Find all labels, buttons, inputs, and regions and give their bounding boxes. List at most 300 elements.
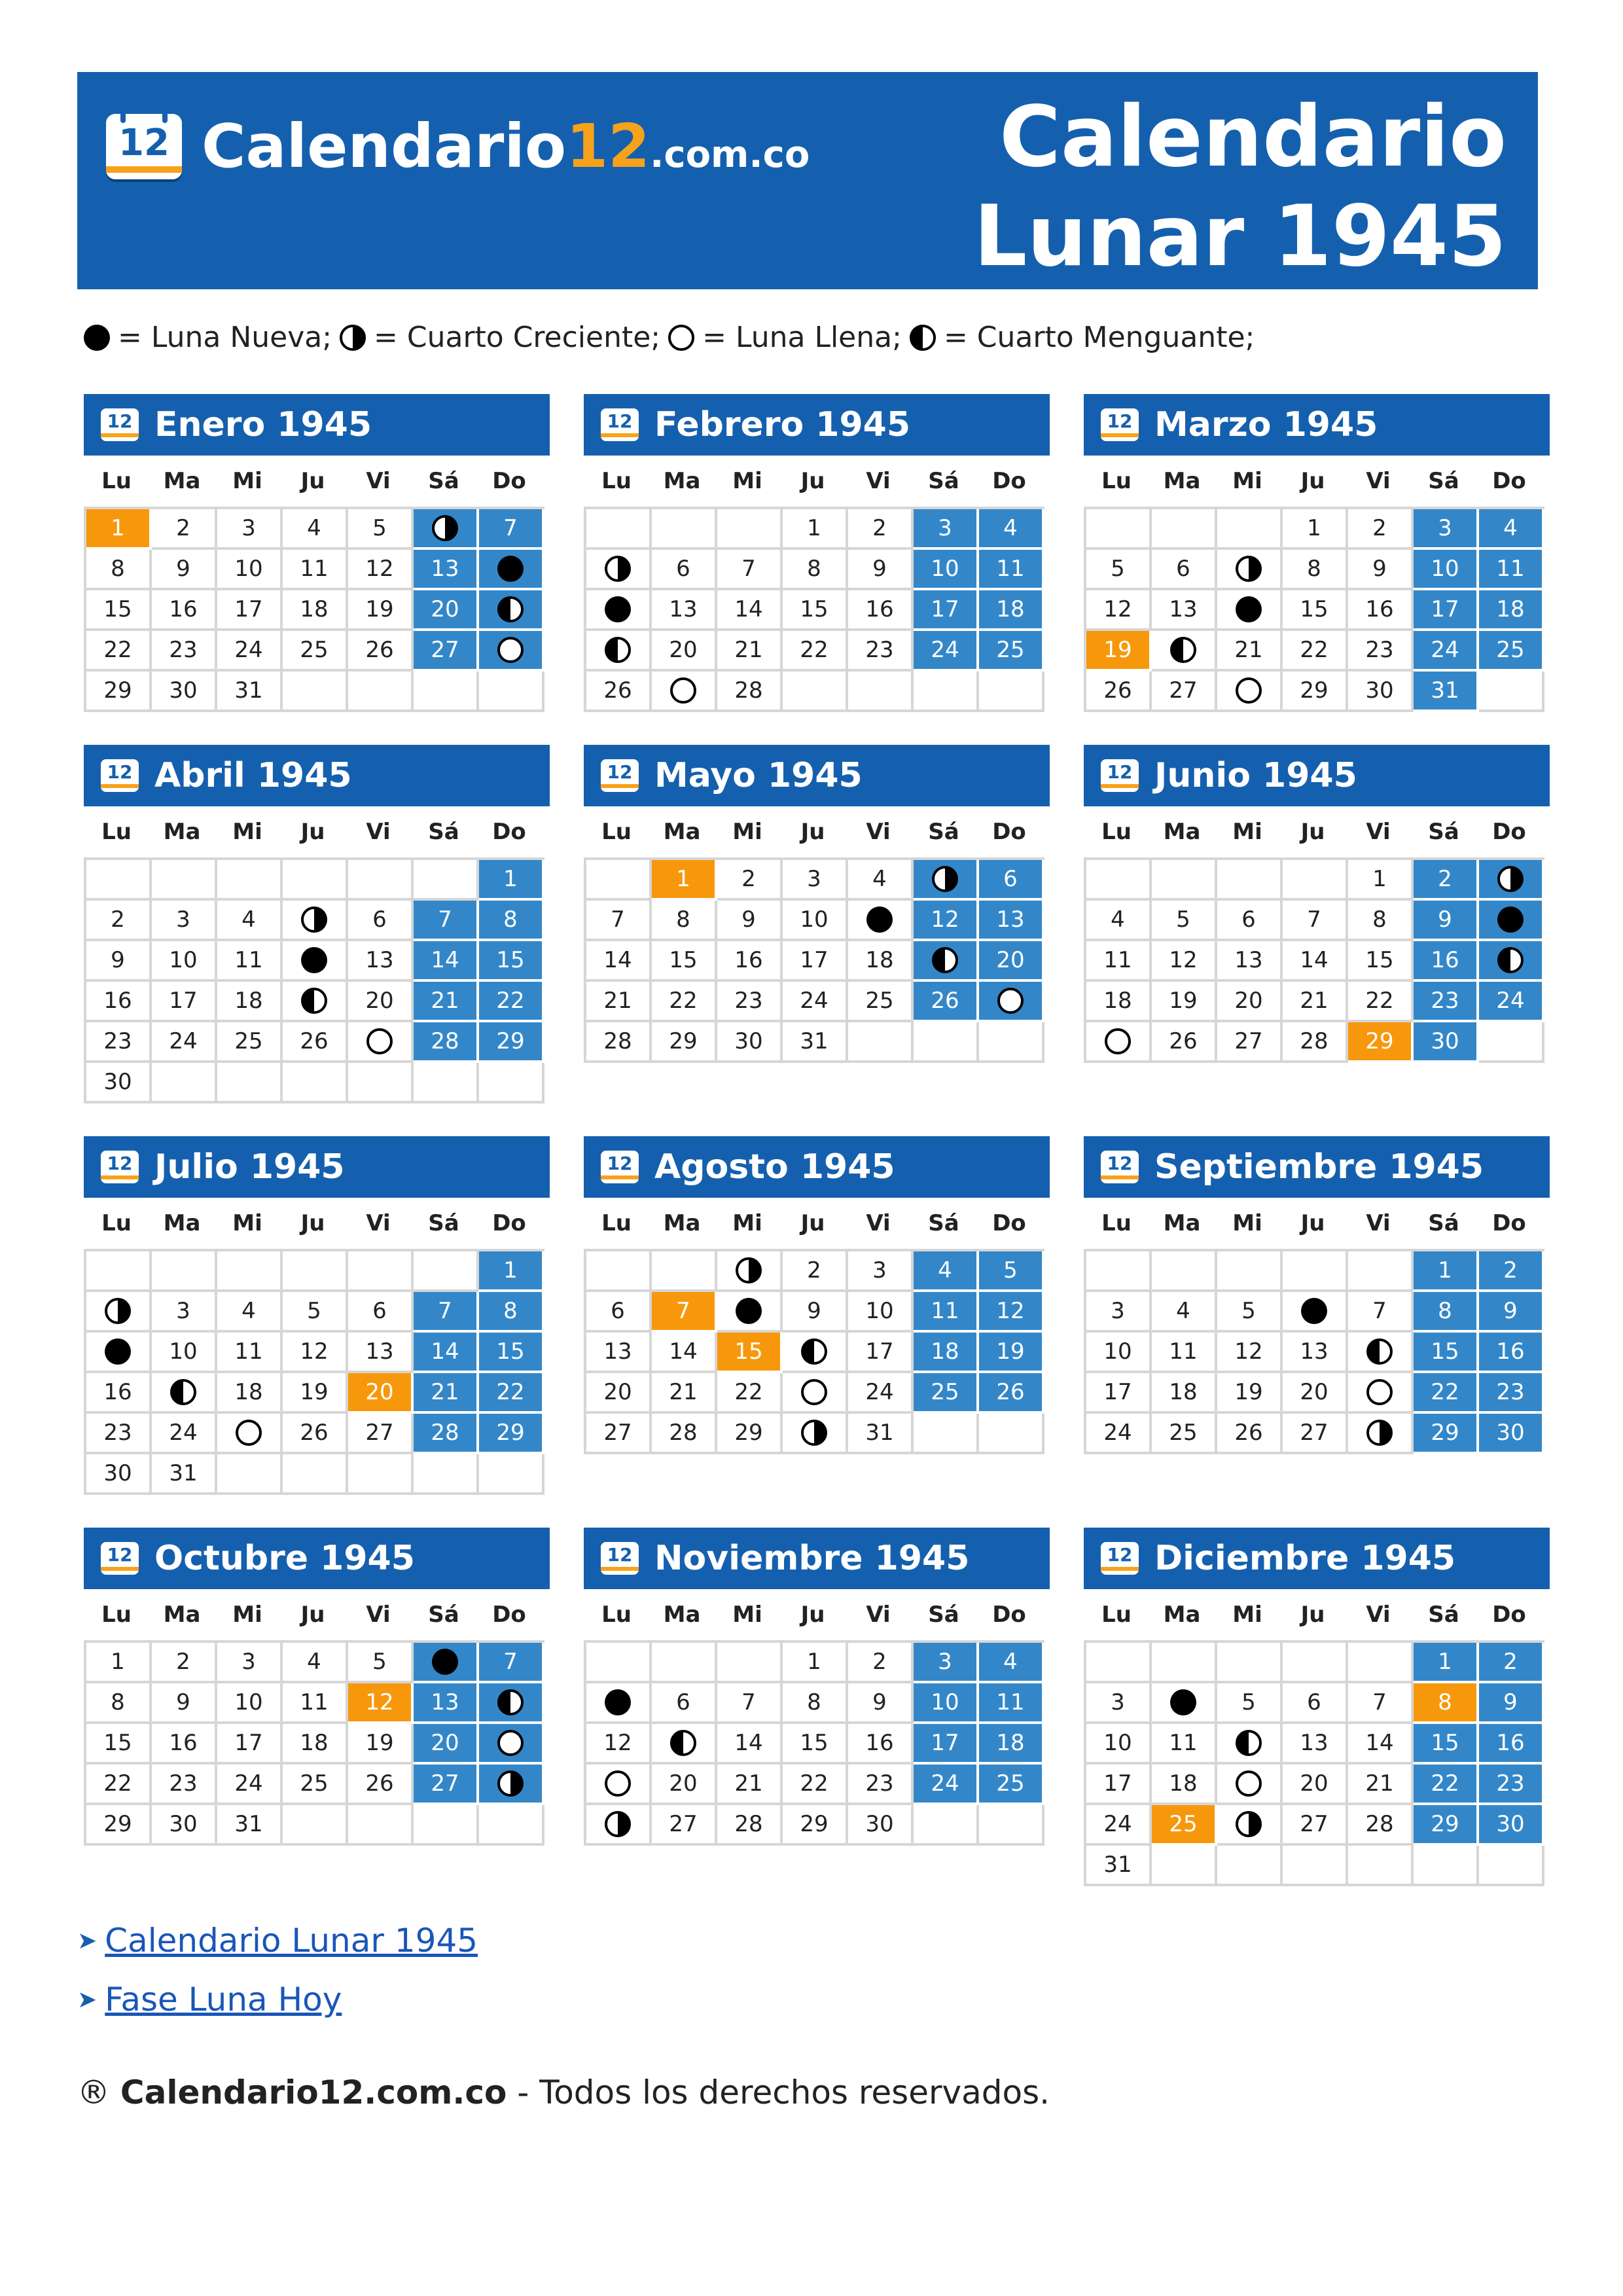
day-cell[interactable]: 22	[783, 631, 848, 672]
day-cell[interactable]: 12	[283, 1333, 348, 1373]
day-cell[interactable]: 9	[152, 1683, 217, 1724]
day-cell[interactable]: 9	[1348, 550, 1414, 590]
link-fase-luna-hoy[interactable]: Fase Luna Hoy	[105, 1981, 342, 2018]
day-cell[interactable]: 1	[1414, 1251, 1479, 1292]
day-cell[interactable]: 25	[1152, 1805, 1217, 1846]
day-cell[interactable]: 5	[348, 509, 414, 550]
day-cell[interactable]: 6	[586, 1292, 652, 1333]
day-cell[interactable]: 28	[414, 1414, 479, 1454]
day-cell[interactable]: 1	[1283, 509, 1348, 550]
day-cell[interactable]: 15	[783, 590, 848, 631]
day-cell[interactable]: 22	[1348, 982, 1414, 1022]
day-cell[interactable]: 3	[783, 860, 848, 901]
day-cell[interactable]: 14	[717, 1724, 783, 1765]
day-cell-moon-phase[interactable]	[586, 1805, 652, 1846]
day-cell[interactable]: 19	[1217, 1373, 1283, 1414]
day-cell[interactable]: 20	[652, 631, 717, 672]
day-cell[interactable]: 21	[717, 1765, 783, 1805]
day-cell[interactable]: 30	[152, 672, 217, 712]
day-cell[interactable]: 2	[1479, 1643, 1544, 1683]
day-cell[interactable]: 20	[979, 941, 1044, 982]
day-cell-moon-phase[interactable]	[1217, 590, 1283, 631]
day-cell[interactable]: 25	[914, 1373, 979, 1414]
day-cell[interactable]: 4	[1152, 1292, 1217, 1333]
day-cell[interactable]: 26	[283, 1022, 348, 1063]
day-cell[interactable]: 4	[914, 1251, 979, 1292]
day-cell[interactable]: 12	[1217, 1333, 1283, 1373]
day-cell-moon-phase[interactable]	[1479, 941, 1544, 982]
day-cell[interactable]: 16	[152, 1724, 217, 1765]
day-cell[interactable]: 7	[652, 1292, 717, 1333]
day-cell[interactable]: 7	[479, 1643, 544, 1683]
day-cell[interactable]: 7	[1283, 901, 1348, 941]
day-cell-moon-phase[interactable]	[283, 982, 348, 1022]
day-cell[interactable]: 29	[479, 1414, 544, 1454]
day-cell[interactable]: 4	[848, 860, 914, 901]
day-cell[interactable]: 12	[348, 1683, 414, 1724]
day-cell[interactable]: 27	[586, 1414, 652, 1454]
day-cell[interactable]: 5	[348, 1643, 414, 1683]
day-cell[interactable]: 20	[348, 982, 414, 1022]
day-cell[interactable]: 24	[217, 1765, 283, 1805]
day-cell[interactable]: 11	[283, 550, 348, 590]
day-cell-moon-phase[interactable]	[86, 1292, 152, 1333]
day-cell-moon-phase[interactable]	[1152, 631, 1217, 672]
day-cell[interactable]: 26	[586, 672, 652, 712]
day-cell[interactable]: 26	[1086, 672, 1152, 712]
day-cell[interactable]: 8	[86, 550, 152, 590]
day-cell[interactable]: 14	[414, 941, 479, 982]
day-cell[interactable]: 3	[1414, 509, 1479, 550]
day-cell-moon-phase[interactable]	[1283, 1292, 1348, 1333]
day-cell[interactable]: 24	[152, 1414, 217, 1454]
day-cell[interactable]: 2	[1348, 509, 1414, 550]
day-cell[interactable]: 12	[586, 1724, 652, 1765]
day-cell[interactable]: 13	[1283, 1724, 1348, 1765]
day-cell[interactable]: 29	[479, 1022, 544, 1063]
day-cell[interactable]: 17	[152, 982, 217, 1022]
day-cell[interactable]: 26	[1152, 1022, 1217, 1063]
day-cell-moon-phase[interactable]	[1217, 550, 1283, 590]
day-cell[interactable]: 29	[86, 1805, 152, 1846]
day-cell[interactable]: 3	[1086, 1683, 1152, 1724]
day-cell[interactable]: 11	[1152, 1724, 1217, 1765]
day-cell[interactable]: 13	[1217, 941, 1283, 982]
day-cell[interactable]: 4	[217, 1292, 283, 1333]
day-cell-moon-phase[interactable]	[1479, 901, 1544, 941]
day-cell[interactable]: 4	[979, 1643, 1044, 1683]
day-cell[interactable]: 8	[1348, 901, 1414, 941]
day-cell[interactable]: 28	[717, 672, 783, 712]
day-cell-moon-phase[interactable]	[1348, 1414, 1414, 1454]
day-cell[interactable]: 31	[152, 1454, 217, 1495]
day-cell-moon-phase[interactable]	[152, 1373, 217, 1414]
day-cell[interactable]: 23	[86, 1022, 152, 1063]
day-cell[interactable]: 20	[1283, 1373, 1348, 1414]
day-cell[interactable]: 23	[717, 982, 783, 1022]
day-cell[interactable]: 10	[783, 901, 848, 941]
day-cell[interactable]: 18	[1086, 982, 1152, 1022]
day-cell[interactable]: 19	[979, 1333, 1044, 1373]
day-cell[interactable]: 31	[1086, 1846, 1152, 1886]
day-cell[interactable]: 16	[152, 590, 217, 631]
day-cell[interactable]: 1	[479, 1251, 544, 1292]
day-cell-moon-phase[interactable]	[717, 1292, 783, 1333]
day-cell[interactable]: 9	[848, 550, 914, 590]
day-cell[interactable]: 23	[1348, 631, 1414, 672]
day-cell[interactable]: 1	[1348, 860, 1414, 901]
day-cell[interactable]: 5	[283, 1292, 348, 1333]
day-cell[interactable]: 11	[1152, 1333, 1217, 1373]
day-cell[interactable]: 18	[979, 1724, 1044, 1765]
day-cell-moon-phase[interactable]	[586, 1765, 652, 1805]
day-cell[interactable]: 11	[979, 1683, 1044, 1724]
day-cell[interactable]: 30	[1348, 672, 1414, 712]
day-cell[interactable]: 24	[848, 1373, 914, 1414]
day-cell[interactable]: 2	[783, 1251, 848, 1292]
day-cell[interactable]: 18	[979, 590, 1044, 631]
day-cell[interactable]: 1	[1414, 1643, 1479, 1683]
day-cell[interactable]: 26	[979, 1373, 1044, 1414]
day-cell[interactable]: 13	[414, 1683, 479, 1724]
day-cell[interactable]: 8	[1414, 1683, 1479, 1724]
day-cell-moon-phase[interactable]	[652, 672, 717, 712]
day-cell-moon-phase[interactable]	[479, 1683, 544, 1724]
day-cell[interactable]: 8	[479, 1292, 544, 1333]
day-cell[interactable]: 16	[86, 982, 152, 1022]
day-cell[interactable]: 22	[783, 1765, 848, 1805]
day-cell[interactable]: 25	[1479, 631, 1544, 672]
day-cell[interactable]: 20	[586, 1373, 652, 1414]
day-cell[interactable]: 15	[479, 1333, 544, 1373]
day-cell[interactable]: 11	[979, 550, 1044, 590]
day-cell[interactable]: 17	[217, 1724, 283, 1765]
day-cell[interactable]: 14	[717, 590, 783, 631]
day-cell[interactable]: 18	[1152, 1373, 1217, 1414]
day-cell[interactable]: 29	[1414, 1414, 1479, 1454]
day-cell[interactable]: 10	[1086, 1333, 1152, 1373]
day-cell[interactable]: 16	[717, 941, 783, 982]
day-cell[interactable]: 28	[414, 1022, 479, 1063]
day-cell[interactable]: 20	[414, 590, 479, 631]
day-cell-moon-phase[interactable]	[783, 1333, 848, 1373]
day-cell[interactable]: 28	[717, 1805, 783, 1846]
day-cell[interactable]: 6	[1152, 550, 1217, 590]
day-cell-moon-phase[interactable]	[283, 901, 348, 941]
day-cell[interactable]: 24	[1086, 1805, 1152, 1846]
day-cell[interactable]: 21	[1217, 631, 1283, 672]
day-cell[interactable]: 17	[848, 1333, 914, 1373]
day-cell[interactable]: 6	[979, 860, 1044, 901]
day-cell[interactable]: 24	[1086, 1414, 1152, 1454]
day-cell[interactable]: 15	[1414, 1724, 1479, 1765]
day-cell[interactable]: 12	[1086, 590, 1152, 631]
day-cell[interactable]: 31	[1414, 672, 1479, 712]
day-cell[interactable]: 26	[283, 1414, 348, 1454]
day-cell[interactable]: 23	[848, 631, 914, 672]
day-cell[interactable]: 8	[652, 901, 717, 941]
day-cell[interactable]: 9	[152, 550, 217, 590]
day-cell-moon-phase[interactable]	[586, 1683, 652, 1724]
day-cell[interactable]: 21	[414, 1373, 479, 1414]
day-cell[interactable]: 19	[283, 1373, 348, 1414]
day-cell[interactable]: 20	[348, 1373, 414, 1414]
day-cell[interactable]: 20	[414, 1724, 479, 1765]
day-cell[interactable]: 23	[1414, 982, 1479, 1022]
day-cell[interactable]: 16	[1479, 1724, 1544, 1765]
day-cell[interactable]: 23	[86, 1414, 152, 1454]
day-cell[interactable]: 29	[86, 672, 152, 712]
day-cell[interactable]: 31	[783, 1022, 848, 1063]
day-cell[interactable]: 2	[848, 509, 914, 550]
day-cell-moon-phase[interactable]	[783, 1373, 848, 1414]
day-cell[interactable]: 15	[652, 941, 717, 982]
day-cell[interactable]: 23	[1479, 1373, 1544, 1414]
day-cell[interactable]: 13	[348, 941, 414, 982]
day-cell[interactable]: 11	[1086, 941, 1152, 982]
day-cell[interactable]: 11	[914, 1292, 979, 1333]
day-cell[interactable]: 18	[914, 1333, 979, 1373]
day-cell[interactable]: 15	[717, 1333, 783, 1373]
day-cell[interactable]: 21	[717, 631, 783, 672]
day-cell[interactable]: 17	[1414, 590, 1479, 631]
day-cell[interactable]: 23	[848, 1765, 914, 1805]
day-cell[interactable]: 18	[283, 1724, 348, 1765]
day-cell[interactable]: 30	[86, 1454, 152, 1495]
day-cell-moon-phase[interactable]	[479, 1724, 544, 1765]
day-cell[interactable]: 27	[414, 631, 479, 672]
day-cell[interactable]: 25	[283, 1765, 348, 1805]
day-cell[interactable]: 27	[414, 1765, 479, 1805]
day-cell[interactable]: 14	[414, 1333, 479, 1373]
day-cell[interactable]: 3	[152, 901, 217, 941]
day-cell[interactable]: 20	[1283, 1765, 1348, 1805]
day-cell[interactable]: 13	[348, 1333, 414, 1373]
day-cell[interactable]: 4	[283, 1643, 348, 1683]
day-cell[interactable]: 3	[914, 509, 979, 550]
day-cell[interactable]: 23	[152, 631, 217, 672]
day-cell[interactable]: 10	[152, 941, 217, 982]
day-cell[interactable]: 1	[86, 1643, 152, 1683]
day-cell-moon-phase[interactable]	[1217, 1724, 1283, 1765]
day-cell[interactable]: 28	[1283, 1022, 1348, 1063]
day-cell[interactable]: 29	[783, 1805, 848, 1846]
link-calendario-lunar-1945[interactable]: Calendario Lunar 1945	[105, 1922, 478, 1960]
day-cell[interactable]: 25	[1152, 1414, 1217, 1454]
day-cell[interactable]: 7	[1348, 1292, 1414, 1333]
day-cell[interactable]: 13	[652, 590, 717, 631]
day-cell-moon-phase[interactable]	[783, 1414, 848, 1454]
day-cell[interactable]: 24	[914, 631, 979, 672]
day-cell[interactable]: 15	[783, 1724, 848, 1765]
day-cell[interactable]: 14	[586, 941, 652, 982]
day-cell[interactable]: 1	[652, 860, 717, 901]
day-cell[interactable]: 22	[1414, 1373, 1479, 1414]
day-cell[interactable]: 4	[283, 509, 348, 550]
day-cell[interactable]: 26	[1217, 1414, 1283, 1454]
day-cell[interactable]: 2	[717, 860, 783, 901]
day-cell[interactable]: 18	[283, 590, 348, 631]
day-cell[interactable]: 29	[652, 1022, 717, 1063]
day-cell[interactable]: 5	[1217, 1683, 1283, 1724]
day-cell[interactable]: 4	[217, 901, 283, 941]
day-cell[interactable]: 8	[1414, 1292, 1479, 1333]
day-cell[interactable]: 11	[217, 941, 283, 982]
day-cell[interactable]: 18	[1152, 1765, 1217, 1805]
day-cell[interactable]: 17	[1086, 1373, 1152, 1414]
day-cell[interactable]: 7	[586, 901, 652, 941]
day-cell[interactable]: 8	[86, 1683, 152, 1724]
day-cell-moon-phase[interactable]	[1217, 1805, 1283, 1846]
day-cell[interactable]: 25	[979, 631, 1044, 672]
day-cell[interactable]: 22	[479, 1373, 544, 1414]
day-cell[interactable]: 2	[152, 1643, 217, 1683]
day-cell[interactable]: 1	[783, 1643, 848, 1683]
day-cell[interactable]: 22	[86, 631, 152, 672]
day-cell[interactable]: 2	[152, 509, 217, 550]
day-cell-moon-phase[interactable]	[1086, 1022, 1152, 1063]
day-cell-moon-phase[interactable]	[979, 982, 1044, 1022]
day-cell[interactable]: 16	[1348, 590, 1414, 631]
day-cell[interactable]: 30	[848, 1805, 914, 1846]
day-cell-moon-phase[interactable]	[414, 1643, 479, 1683]
day-cell-moon-phase[interactable]	[1479, 860, 1544, 901]
day-cell[interactable]: 15	[1283, 590, 1348, 631]
day-cell-moon-phase[interactable]	[86, 1333, 152, 1373]
day-cell[interactable]: 28	[1348, 1805, 1414, 1846]
day-cell[interactable]: 10	[217, 550, 283, 590]
day-cell[interactable]: 22	[86, 1765, 152, 1805]
day-cell[interactable]: 4	[1086, 901, 1152, 941]
day-cell[interactable]: 28	[652, 1414, 717, 1454]
day-cell[interactable]: 21	[1283, 982, 1348, 1022]
day-cell[interactable]: 6	[1217, 901, 1283, 941]
day-cell[interactable]: 12	[348, 550, 414, 590]
day-cell[interactable]: 24	[914, 1765, 979, 1805]
day-cell[interactable]: 22	[1414, 1765, 1479, 1805]
day-cell[interactable]: 24	[152, 1022, 217, 1063]
day-cell[interactable]: 3	[217, 1643, 283, 1683]
day-cell-moon-phase[interactable]	[217, 1414, 283, 1454]
day-cell[interactable]: 24	[783, 982, 848, 1022]
site-logo[interactable]	[106, 107, 810, 186]
day-cell[interactable]: 8	[1283, 550, 1348, 590]
day-cell[interactable]: 10	[152, 1333, 217, 1373]
day-cell[interactable]: 12	[1152, 941, 1217, 982]
day-cell[interactable]: 10	[1414, 550, 1479, 590]
day-cell[interactable]: 23	[1479, 1765, 1544, 1805]
day-cell[interactable]: 15	[479, 941, 544, 982]
day-cell[interactable]: 9	[783, 1292, 848, 1333]
day-cell[interactable]: 3	[914, 1643, 979, 1683]
day-cell[interactable]: 6	[348, 1292, 414, 1333]
day-cell[interactable]: 11	[1479, 550, 1544, 590]
day-cell[interactable]: 7	[414, 1292, 479, 1333]
day-cell-moon-phase[interactable]	[1217, 672, 1283, 712]
day-cell[interactable]: 24	[217, 631, 283, 672]
day-cell[interactable]: 13	[1283, 1333, 1348, 1373]
day-cell[interactable]: 21	[652, 1373, 717, 1414]
day-cell[interactable]: 30	[717, 1022, 783, 1063]
day-cell[interactable]: 26	[348, 1765, 414, 1805]
day-cell[interactable]: 8	[783, 550, 848, 590]
day-cell[interactable]: 29	[717, 1414, 783, 1454]
day-cell[interactable]: 10	[914, 550, 979, 590]
day-cell[interactable]: 31	[217, 672, 283, 712]
day-cell[interactable]: 12	[914, 901, 979, 941]
day-cell[interactable]: 7	[717, 550, 783, 590]
day-cell[interactable]: 10	[217, 1683, 283, 1724]
day-cell[interactable]: 6	[652, 1683, 717, 1724]
day-cell[interactable]: 27	[652, 1805, 717, 1846]
day-cell[interactable]: 18	[217, 1373, 283, 1414]
day-cell[interactable]: 17	[217, 590, 283, 631]
day-cell[interactable]: 17	[1086, 1765, 1152, 1805]
day-cell[interactable]: 1	[783, 509, 848, 550]
day-cell[interactable]: 24	[1479, 982, 1544, 1022]
day-cell[interactable]: 15	[86, 1724, 152, 1765]
day-cell[interactable]: 31	[848, 1414, 914, 1454]
day-cell[interactable]: 9	[1479, 1292, 1544, 1333]
day-cell[interactable]: 7	[717, 1683, 783, 1724]
day-cell[interactable]: 6	[1283, 1683, 1348, 1724]
day-cell[interactable]: 15	[1348, 941, 1414, 982]
day-cell[interactable]: 2	[848, 1643, 914, 1683]
day-cell[interactable]: 22	[652, 982, 717, 1022]
day-cell-moon-phase[interactable]	[652, 1724, 717, 1765]
day-cell[interactable]: 1	[479, 860, 544, 901]
day-cell[interactable]: 13	[586, 1333, 652, 1373]
day-cell[interactable]: 14	[1348, 1724, 1414, 1765]
day-cell[interactable]: 3	[848, 1251, 914, 1292]
day-cell[interactable]: 11	[217, 1333, 283, 1373]
day-cell-moon-phase[interactable]	[914, 941, 979, 982]
day-cell[interactable]: 22	[717, 1373, 783, 1414]
day-cell[interactable]: 5	[1217, 1292, 1283, 1333]
day-cell[interactable]: 25	[979, 1765, 1044, 1805]
day-cell[interactable]: 9	[1479, 1683, 1544, 1724]
day-cell[interactable]: 29	[1348, 1022, 1414, 1063]
day-cell[interactable]: 13	[1152, 590, 1217, 631]
day-cell-moon-phase[interactable]	[1348, 1333, 1414, 1373]
day-cell[interactable]: 25	[283, 631, 348, 672]
day-cell[interactable]: 25	[848, 982, 914, 1022]
day-cell-moon-phase[interactable]	[1152, 1683, 1217, 1724]
day-cell[interactable]: 16	[848, 590, 914, 631]
day-cell-moon-phase[interactable]	[479, 631, 544, 672]
day-cell[interactable]: 2	[1414, 860, 1479, 901]
day-cell[interactable]: 4	[979, 509, 1044, 550]
day-cell[interactable]: 2	[86, 901, 152, 941]
day-cell-moon-phase[interactable]	[479, 590, 544, 631]
day-cell[interactable]: 5	[1152, 901, 1217, 941]
day-cell[interactable]: 26	[914, 982, 979, 1022]
day-cell[interactable]: 17	[783, 941, 848, 982]
day-cell[interactable]: 23	[152, 1765, 217, 1805]
day-cell[interactable]: 30	[1479, 1805, 1544, 1846]
day-cell[interactable]: 26	[348, 631, 414, 672]
day-cell[interactable]: 9	[848, 1683, 914, 1724]
day-cell[interactable]: 16	[1479, 1333, 1544, 1373]
day-cell[interactable]: 17	[914, 1724, 979, 1765]
day-cell[interactable]: 12	[979, 1292, 1044, 1333]
day-cell[interactable]: 10	[1086, 1724, 1152, 1765]
day-cell[interactable]: 14	[652, 1333, 717, 1373]
day-cell[interactable]: 25	[217, 1022, 283, 1063]
day-cell[interactable]: 18	[848, 941, 914, 982]
day-cell[interactable]: 8	[783, 1683, 848, 1724]
day-cell[interactable]: 7	[479, 509, 544, 550]
